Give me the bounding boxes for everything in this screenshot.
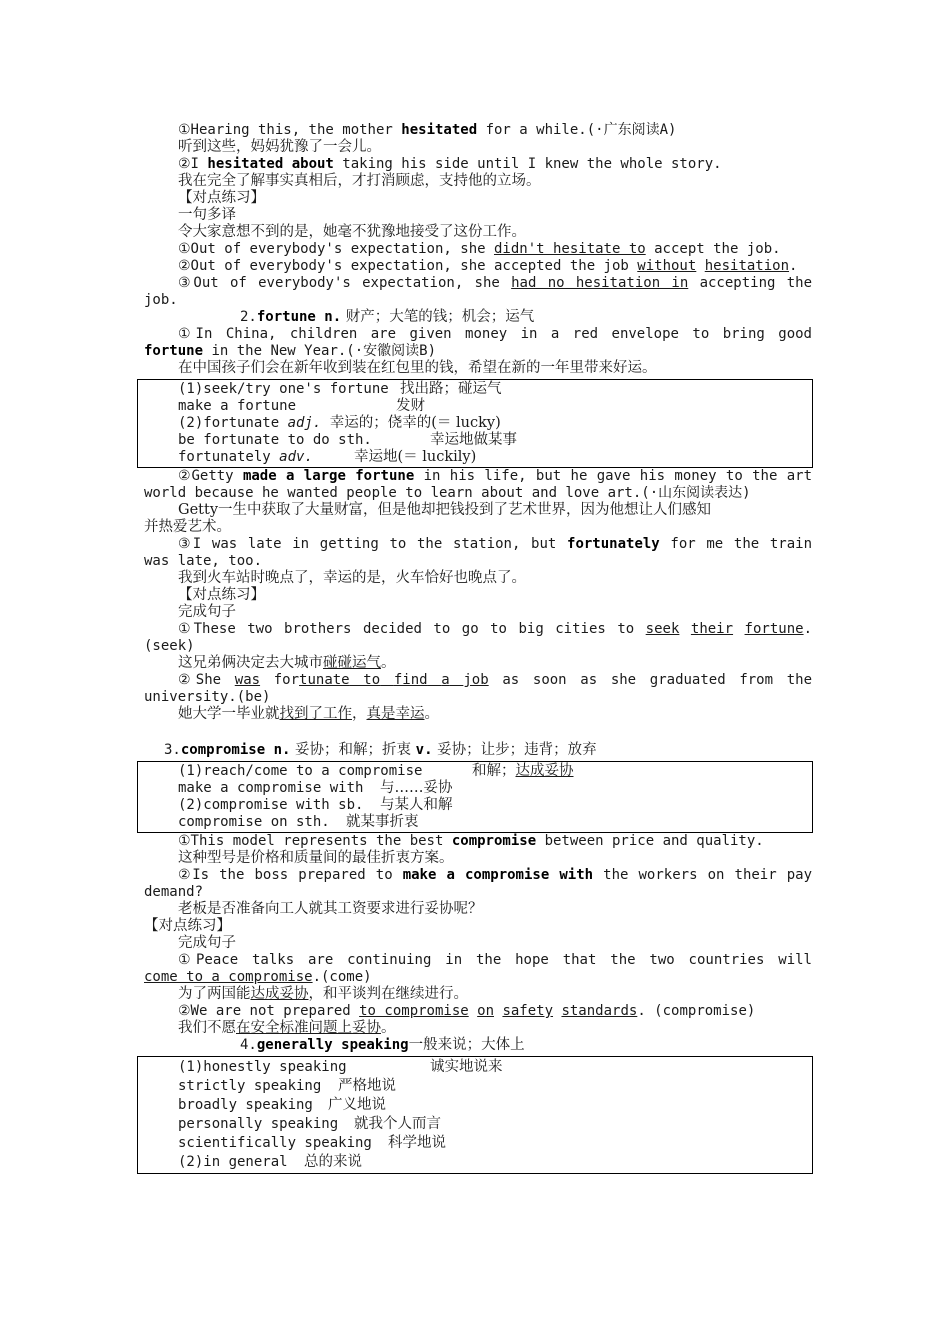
example-translation-continued: 并热爱艺术。: [144, 519, 231, 535]
phrase-item: fortunately adv. 幸运地(＝ luckily): [178, 449, 477, 465]
phrase-box: [137, 761, 813, 833]
phrase-item: personally speaking 就我个人而言: [178, 1116, 441, 1132]
answer-sentence-continued: job.: [144, 292, 178, 308]
keyword: make a compromise with: [402, 867, 594, 883]
example-sentence: ③I was late in getting to the station, but fortunately for me the train: [178, 536, 813, 552]
example-translation: 在中国孩子们会在新年收到装在红包里的钱，希望在新的一年里带来好运。: [178, 360, 657, 376]
practice-sentence: ①These two brothers decided to go to big cities to seek their fortune.: [178, 621, 812, 637]
answer-blank: seek: [645, 621, 680, 637]
example-sentence: ②Is the boss prepared to make a compromise with the workers on their pay: [178, 867, 813, 883]
answer-sentence: ①Out of everybody's expectation, she didn't hesitate to accept the job.: [178, 241, 781, 257]
answer-blank: 在安全标准问题上妥协: [236, 1020, 381, 1036]
phrase-item: (1)reach/come to a compromise 和解；达成妥协: [178, 763, 574, 779]
phrase-item: (2)in general 总的来说: [178, 1154, 362, 1170]
example-translation: 我到火车站时晚点了，幸运的是，火车恰好也晚点了。: [178, 570, 526, 586]
answer-blank: safety: [502, 1003, 554, 1019]
phrase-item: (1)seek/try one's fortune 找出路；碰运气: [178, 381, 502, 397]
answer-blank: 真是幸运: [366, 706, 425, 722]
practice-sentence: ②We are not prepared to compromise on safety standards. (compromise): [178, 1003, 756, 1019]
answer-blank: had no hesitation in: [511, 275, 689, 291]
practice-prompt: 令大家意想不到的是，她毫不犹豫地接受了这份工作。: [178, 224, 526, 240]
answer-blank: on: [477, 1003, 494, 1019]
practice-heading: 【对点练习】: [178, 587, 265, 603]
vocab-heading: 2.fortune n. 财产；大笔的钱；机会；运气: [240, 309, 535, 325]
task-label: 一句多译: [178, 207, 236, 223]
example-translation: 听到这些，妈妈犹豫了一会儿。: [178, 139, 381, 155]
phrase-item: be fortunate to do sth. 幸运地做某事: [178, 432, 517, 448]
example-sentence-continued: world because he wanted people to learn about and love art.(·山东阅读表达): [144, 485, 751, 501]
answer-blank: to find a job: [349, 672, 489, 688]
answer-blank: was: [234, 672, 261, 688]
answer-sentence: ②Out of everybody's expectation, she accepted the job without hesitation.: [178, 258, 798, 274]
example-sentence: ①This model represents the best compromise between price and quality.: [178, 833, 764, 849]
example-translation: Getty一生中获取了大量财富，但是他却把钱投到了艺术世界，因为他想让人们感知: [178, 502, 712, 518]
phrase-item: (2)compromise with sb. 与某人和解: [178, 797, 453, 813]
practice-hint: university.(be): [144, 689, 271, 705]
phrase-item: make a compromise with 与……妥协: [178, 780, 453, 796]
vocab-heading: 3.compromise n. 妥协；和解；折衷 v. 妥协；让步；违背；放弃: [164, 742, 597, 758]
example-translation: 我在完全了解事实真相后，才打消顾虑，支持他的立场。: [178, 173, 541, 189]
example-sentence-continued: fortune in the New Year.(·安徽阅读B): [144, 343, 437, 359]
answer-blank: 达成妥协: [250, 986, 309, 1002]
answer-sentence: ③Out of everybody's expectation, she had no hesitation in accepting the: [178, 275, 812, 291]
answer-blank: 碰碰运气: [323, 655, 381, 671]
answer-blank: their: [690, 621, 734, 637]
phrase-item: broadly speaking 广义地说: [178, 1097, 386, 1113]
answer-blank: without: [637, 258, 697, 274]
answer-blank: didn't hesitate to: [493, 241, 646, 257]
practice-sentence: ①Peace talks are continuing in the hope that the two countries will: [178, 952, 812, 968]
example-sentence: ①In China, children are given money in a red envelope to bring good: [178, 326, 812, 342]
answer-blank: hesitation: [704, 258, 790, 274]
example-translation: 这种型号是价格和质量间的最佳折衷方案。: [178, 850, 454, 866]
headword: compromise n.: [180, 742, 291, 758]
phrase-box: [137, 1056, 813, 1174]
answer-blank: come to a compromise: [144, 969, 313, 985]
answer-blank: 找到了工作: [279, 706, 352, 722]
phrase-item: (1)honestly speaking 诚实地说来: [178, 1059, 503, 1075]
practice-translation: 这兄弟俩决定去大城市碰碰运气。: [178, 655, 396, 671]
practice-heading: 【对点练习】: [178, 190, 265, 206]
practice-heading: 【对点练习】: [144, 918, 231, 934]
answer-blank: 达成妥协: [515, 763, 574, 779]
answer-blank: tunate: [299, 672, 350, 688]
headword: generally speaking: [256, 1037, 409, 1053]
document-page: [144, 122, 812, 1174]
phrase-item: (2)fortunate adj. 幸运的；侥幸的(＝ lucky): [178, 415, 501, 431]
phrase-item: scientifically speaking 科学地说: [178, 1135, 446, 1151]
phrase-item: make a fortune 发财: [178, 398, 425, 414]
practice-translation: 她大学一毕业就找到了工作，真是幸运。: [178, 706, 439, 722]
answer-blank: standards: [561, 1003, 638, 1019]
keyword: hesitated: [401, 122, 478, 138]
practice-sentence: ②She was fortunate to find a job as soon as she graduated from the: [178, 672, 812, 688]
keyword: fortune: [144, 343, 204, 359]
keyword: hesitated about: [207, 156, 334, 172]
keyword: made a large fortune: [242, 468, 415, 484]
practice-hint: (seek): [144, 638, 195, 654]
phrase-box: [137, 379, 813, 468]
keyword: compromise: [451, 833, 537, 849]
phrase-item: compromise on sth. 就某事折衷: [178, 814, 419, 830]
answer-blank: fortune: [744, 621, 804, 637]
example-sentence-continued: demand?: [144, 884, 204, 900]
practice-translation: 为了两国能达成妥协，和平谈判在继续进行。: [178, 986, 468, 1002]
practice-translation: 我们不愿在安全标准问题上妥协。: [178, 1020, 396, 1036]
task-label: 完成句子: [178, 604, 236, 620]
practice-sentence-continued: come to a compromise.(come): [144, 969, 372, 985]
headword: fortune n.: [256, 309, 342, 325]
answer-blank: to compromise: [359, 1003, 469, 1019]
example-sentence-continued: was late, too.: [144, 553, 263, 569]
example-sentence: ①Hearing this, the mother hesitated for a while.(·广东阅读A): [178, 122, 677, 138]
task-label: 完成句子: [178, 935, 236, 951]
example-translation: 老板是否准备向工人就其工资要求进行妥协呢？: [178, 901, 483, 917]
phrase-item: strictly speaking 严格地说: [178, 1078, 396, 1094]
example-sentence: ②Getty made a large fortune in his life, but he gave his money to the art: [178, 468, 812, 484]
keyword: fortunately: [567, 536, 660, 552]
example-sentence: ②I hesitated about taking his side until I knew the whole story.: [178, 156, 722, 172]
vocab-heading: 4.generally speaking一般来说；大体上: [240, 1037, 525, 1053]
